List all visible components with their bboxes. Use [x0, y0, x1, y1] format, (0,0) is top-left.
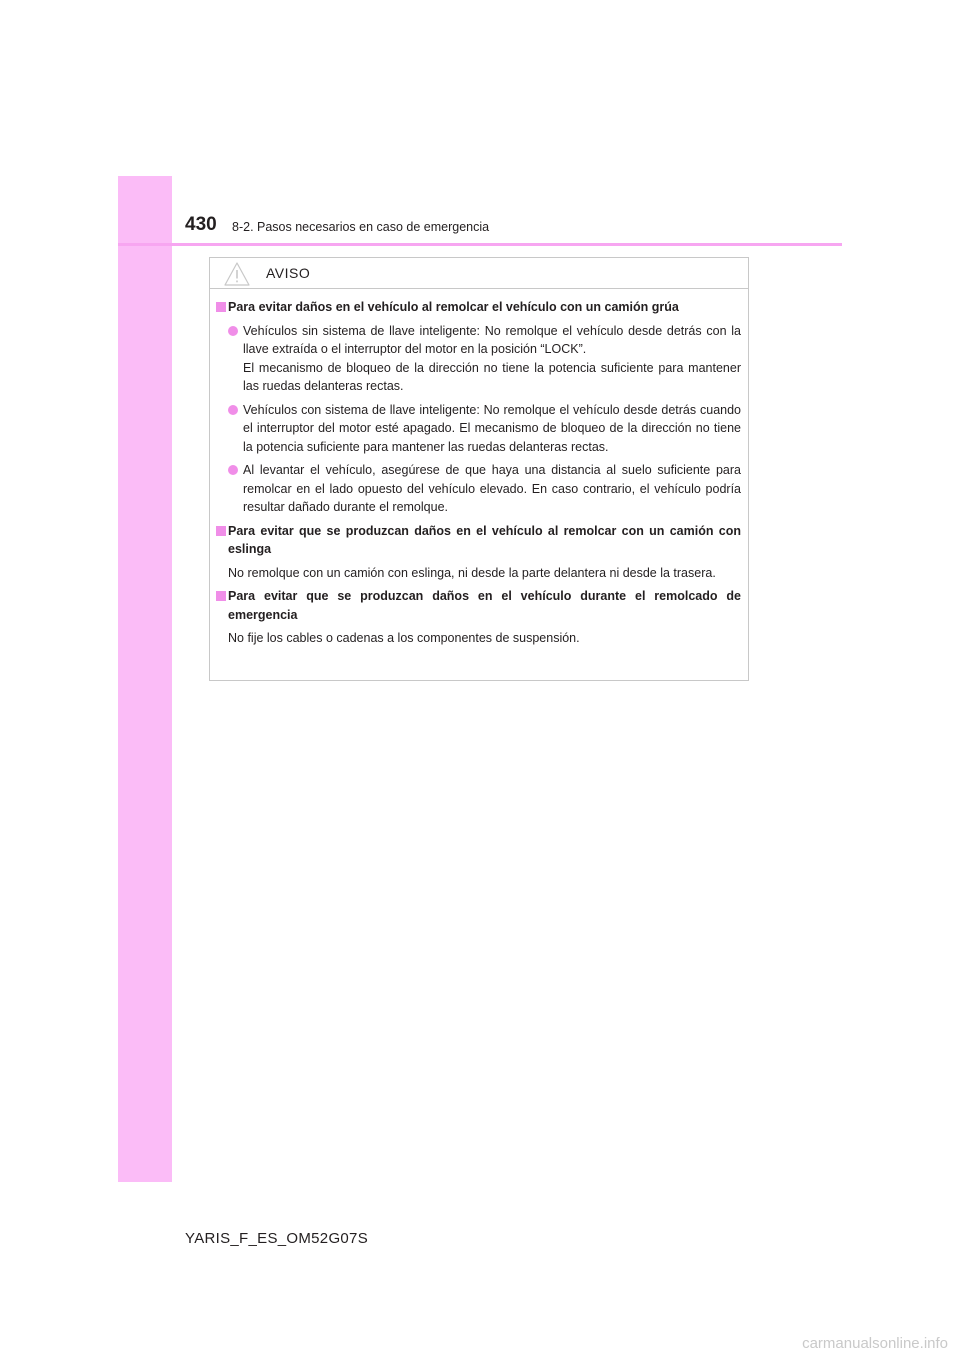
page-number: 430	[185, 214, 217, 235]
list-item-text: Vehículos con sistema de llave inteligente: No remolque el vehículo desde detrás cuando el interruptor del motor esté apagado. El mecanismo de bloqueo de la dirección no tiene la potencia suficiente para mantener las ruedas delanteras rectas.	[243, 402, 741, 454]
round-bullet-icon	[228, 465, 238, 475]
section-paragraph: No remolque con un camión con eslinga, ni desde la parte delantera ni desde la trasera.	[228, 565, 716, 580]
section-heading	[210, 587, 748, 624]
square-bullet-icon	[216, 591, 226, 601]
notice-header	[210, 258, 748, 289]
document-code: YARIS_F_ES_OM52G07S	[185, 1230, 369, 1247]
round-bullet-icon	[228, 405, 238, 415]
list-item	[210, 401, 748, 457]
section-heading	[210, 298, 748, 317]
list-item	[210, 461, 748, 517]
notice-box	[209, 257, 749, 681]
round-bullet-icon	[228, 326, 238, 336]
side-tab-band	[118, 176, 172, 1182]
header-rule	[118, 243, 842, 246]
warning-triangle-icon	[223, 261, 251, 287]
list-item-text: Vehículos sin sistema de llave inteligente: No remolque el vehículo desde detrás con la llave extraída o el interruptor del motor en la posición “LOCK”.	[243, 323, 741, 356]
notice-title: AVISO	[266, 265, 311, 281]
notice-body	[210, 298, 748, 653]
section-heading-text: Para evitar que se produzcan daños en el vehículo al remolcar con un camión con eslinga	[228, 523, 741, 556]
watermark: carmanualsonline.info	[802, 1335, 948, 1352]
section-heading	[210, 522, 748, 559]
list-item-text: El mecanismo de bloqueo de la dirección no tiene la potencia suficiente para mantener las ruedas delanteras rectas.	[243, 360, 741, 393]
section-heading-text: Para evitar que se produzcan daños en el vehículo durante el remolcado de emergencia	[228, 589, 741, 622]
section-paragraph: No fije los cables o cadenas a los componentes de suspensión.	[228, 631, 580, 645]
section-title: 8-2. Pasos necesarios en caso de emergencia	[232, 220, 490, 234]
square-bullet-icon	[216, 526, 226, 536]
section-heading-text: Para evitar daños en el vehículo al remolcar el vehículo con un camión grúa	[228, 300, 679, 314]
square-bullet-icon	[216, 302, 226, 312]
list-item	[210, 322, 748, 396]
list-item-text: Al levantar el vehículo, asegúrese de que haya una distancia al suelo suficiente para remolcar en el lado opuesto del vehículo elevado. En caso contrario, el vehículo podría resultar dañado durante el remolque.	[243, 463, 741, 514]
